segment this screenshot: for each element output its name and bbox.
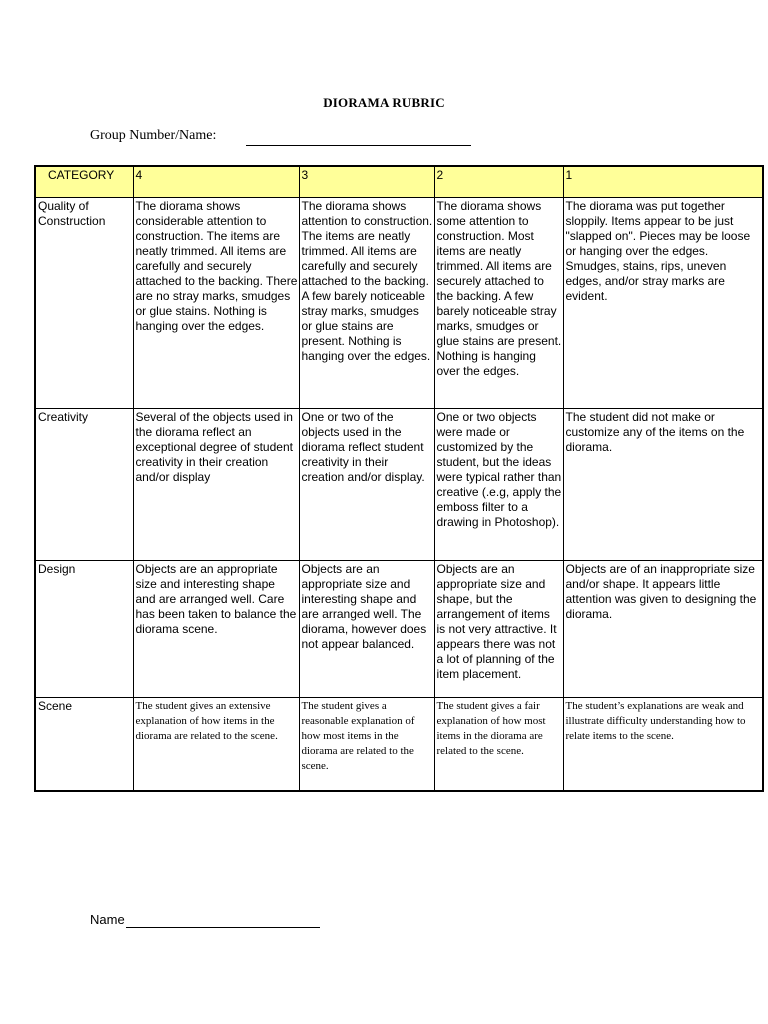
table-row bbox=[35, 198, 763, 409]
table-cell: The diorama shows some attention to construction. Most items are neatly trimmed. All items are securely attached to the backing. A few barely noticeable stray marks, smudges or glue stains are present. Nothing is hanging over the edges. bbox=[434, 198, 563, 409]
table-cell: Objects are an appropriate size and shape, but the arrangement of items is not very attractive. It appears there was not a lot of planning of the item placement. bbox=[434, 561, 563, 698]
category-cell: Scene bbox=[35, 698, 133, 791]
header-score-4: 4 bbox=[133, 166, 299, 198]
rubric-table bbox=[34, 165, 764, 792]
category-cell: Quality of Construction bbox=[35, 198, 133, 409]
header-score-3: 3 bbox=[299, 166, 434, 198]
table-cell: Objects are of an inappropriate size and/or shape. It appears little attention was given to designing the diorama. bbox=[563, 561, 763, 698]
name-label: Name bbox=[90, 912, 125, 927]
table-cell: The student gives a fair explanation of how most items in the diorama are related to the scene. bbox=[434, 698, 563, 791]
name-blank-line bbox=[126, 927, 320, 928]
table-cell: The student gives a reasonable explanation of how most items in the diorama are related to the scene. bbox=[299, 698, 434, 791]
table-cell: The diorama was put together sloppily. Items appear to be just "slapped on". Pieces may be loose or hanging over the edges. Smudges, stains, rips, uneven edges, and/or stray marks are evident. bbox=[563, 198, 763, 409]
table-cell: The student’s explanations are weak and illustrate difficulty understanding how to relate items to the scene. bbox=[563, 698, 763, 791]
group-number-blank-line bbox=[246, 145, 471, 146]
table-cell: The student gives an extensive explanation of how items in the diorama are related to the scene. bbox=[133, 698, 299, 791]
table-cell: The diorama shows attention to construction. The items are neatly trimmed. All items are carefully and securely attached to the backing. A few barely noticeable stray marks, smudges or glue stains are present. Nothing is hanging over the edges. bbox=[299, 198, 434, 409]
table-cell: One or two of the objects used in the diorama reflect student creativity in their creation and/or display. bbox=[299, 409, 434, 561]
document-title: DIORAMA RUBRIC bbox=[323, 95, 445, 110]
table-cell: Several of the objects used in the diorama reflect an exceptional degree of student creativity in their creation and/or display bbox=[133, 409, 299, 561]
header-score-2: 2 bbox=[434, 166, 563, 198]
header-row bbox=[35, 166, 763, 198]
table-row bbox=[35, 698, 763, 791]
category-cell: Creativity bbox=[35, 409, 133, 561]
table-cell: The student did not make or customize any of the items on the diorama. bbox=[563, 409, 763, 561]
table-cell: Objects are an appropriate size and interesting shape and are arranged well. The diorama, however does not appear balanced. bbox=[299, 561, 434, 698]
table-row bbox=[35, 561, 763, 698]
header-category: CATEGORY bbox=[35, 166, 133, 198]
table-cell: The diorama shows considerable attention to construction. The items are neatly trimmed. All items are carefully and securely attached to the backing. There are no stray marks, smudges or glue stains. Nothing is hanging over the edges. bbox=[133, 198, 299, 409]
table-row bbox=[35, 409, 763, 561]
group-number-label: Group Number/Name: bbox=[90, 128, 217, 143]
category-cell: Design bbox=[35, 561, 133, 698]
table-cell: Objects are an appropriate size and interesting shape and are arranged well. Care has been taken to balance the diorama scene. bbox=[133, 561, 299, 698]
table-cell: One or two objects were made or customized by the student, but the ideas were typical rather than creative (.e.g, apply the emboss filter to a drawing in Photoshop). bbox=[434, 409, 563, 561]
header-score-1: 1 bbox=[563, 166, 763, 198]
